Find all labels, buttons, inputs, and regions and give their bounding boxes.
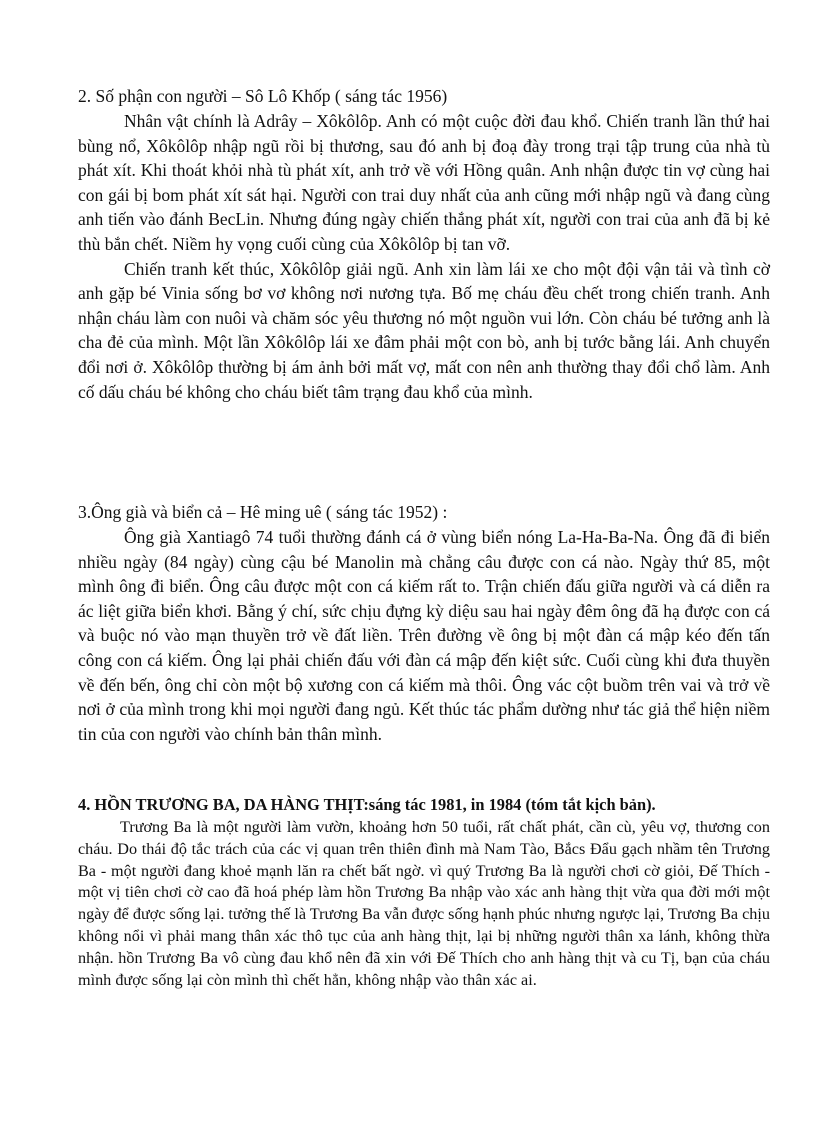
section-4-heading: 4. HỒN TRƯƠNG BA, DA HÀNG THỊT:sáng tác 1981, in 1984 (tóm tắt kịch bản). — [78, 795, 656, 814]
section-4-paragraph-1: Trương Ba là một người làm vườn, khoảng hơn 50 tuổi, rất chất phát, cần cù, yêu vợ, thương con cháu. Do thái độ tắc trách của các vị quan trên thiên đình mà Nam Tào, Bắcs Đẩu gạch nhầm tên Trương Ba - một người đang khoẻ mạnh lăn ra chết bất ngờ. vì quý Trương Ba là người chơi cờ giỏi, Đế Thích - một vị tiên chơi cờ cao đã hoá phép làm hồn Trương Ba nhập vào xác anh hàng thịt vừa qua đời mới một ngày để được sống lại. tưởng thế là Trương Ba vẫn được sống hạnh phúc nhưng ngược lại, Trương Ba chịu không nổi vì phải mang thân xác thô tục của anh hàng thịt, lại bị những người thân xa lánh, không thừa nhận. hồn Trương Ba vô cùng đau khổ nên đã xin với Đế Thích cho anh hàng thịt và cu Tị, bạn của cháu mình được sống lại còn mình thì chết hẳn, không nhập vào thân xác ai. — [78, 818, 770, 989]
section-3 — [78, 500, 770, 746]
section-3-paragraph-1: Ông già Xantiagô 74 tuổi thường đánh cá ở vùng biển nóng La-Ha-Ba-Na. Ông đã đi biển nhiều ngày (84 ngày) cùng cậu bé Manolin mà chẳng câu được con cá nào. Ngày thứ 85, một mình ông đi biển. Ông câu được một con cá kiếm rất to. Trận chiến đấu giữa người và cá diễn ra ác liệt giữa biển khơi. Bằng ý chí, sức chịu đựng kỳ diệu sau hai ngày đêm ông đã hạ được con cá và buộc nó vào mạn thuyền trở về đất liền. Trên đường về ông bị một đàn cá mập kéo đến tấn công con cá kiếm. Ông lại phải chiến đấu với đàn cá mập đến kiệt sức. Cuối cùng khi đưa thuyền về đến bến, ông chỉ còn một bộ xương con cá kiếm mà thôi. Ông vác cột buồm trên vai và trở về nơi ở của mình trong khi mọi người đang ngủ. Kết thúc tác phẩm dường như tác giả thể hiện niềm tin của con người vào chính bản thân mình. — [78, 527, 770, 744]
section-2 — [78, 84, 770, 404]
section-2-heading: 2. Số phận con người – Sô Lô Khốp ( sáng tác 1956) — [78, 86, 448, 106]
section-2-paragraph-2: Chiến tranh kết thúc, Xôkôlôp giải ngũ. Anh xin làm lái xe cho một đội vận tải và tình cờ anh gặp bé Vinia sống bơ vơ không nơi nương tựa. Bố mẹ cháu đều chết trong chiến tranh. Anh nhận cháu làm con nuôi và chăm sóc yêu thương nó một nguồn vui lớn. Còn cháu bé tưởng anh là cha đẻ của mình. Một lần Xôkôlôp lái xe đâm phải một con bò, anh bị tước bằng lái. Anh chuyển đổi nơi ở. Xôkôlôp thường bị ám ảnh bởi mất vợ, mất con nên anh thường thay đổi chổ làm. Anh cố dấu cháu bé không cho cháu biết tâm trạng đau khổ của mình. — [78, 258, 770, 402]
section-4 — [78, 792, 770, 991]
section-2-paragraph-1: Nhân vật chính là Adrây – Xôkôlôp. Anh có một cuộc đời đau khổ. Chiến tranh lần thứ hai bùng nổ, Xôkôlôp nhập ngũ rồi bị thương, sau đó anh bị đoạ đày trong trại tập trung của nhà tù phát xít. Khi thoát khỏi nhà tù phát xít, anh trở về với Hồng quân. Anh nhận được tin vợ cùng hai con gái bị bom phát xít sát hại. Người con trai duy nhất của anh cũng mới nhập ngũ và đang cùng anh tiến vào đánh BecLin. Nhưng đúng ngày chiến thắng phát xít, người con trai của anh đã bị kẻ thù bắn chết. Niềm hy vọng cuối cùng của Xôkôlôp bị tan vỡ. — [78, 111, 770, 254]
section-3-heading: 3.Ông già và biển cả – Hê ming uê ( sáng tác 1952) : — [78, 502, 448, 522]
